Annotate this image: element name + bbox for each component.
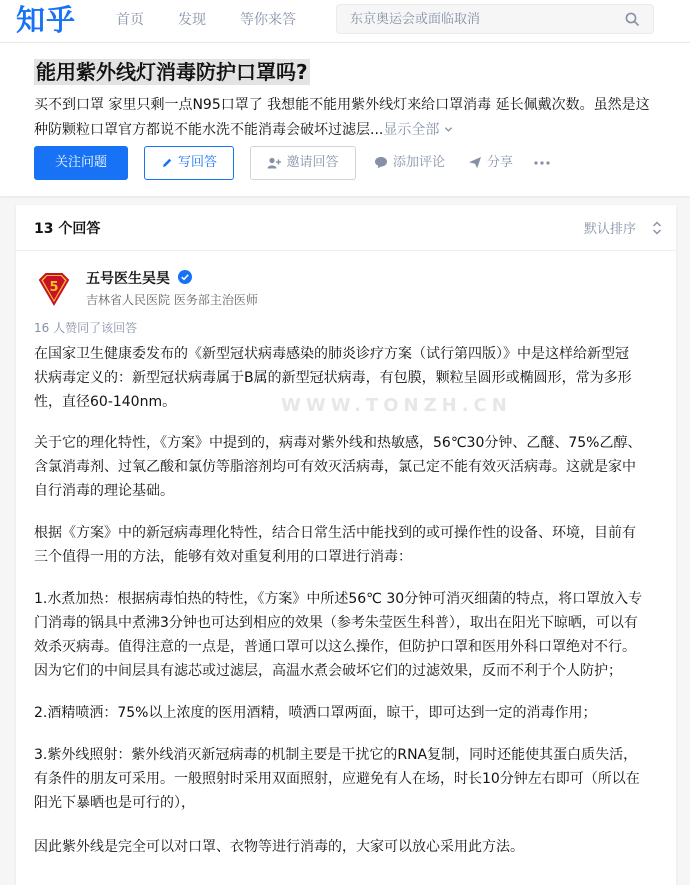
show-all-button[interactable] bbox=[383, 122, 452, 138]
invite-answer-label: 邀请回答 bbox=[286, 155, 339, 170]
svg-text:5: 5 bbox=[49, 280, 59, 295]
paragraph-line: 有条件的朋友可采用。一般照射时采用双面照射，应避免有人在场，时长10分钟左右即可（所以在 bbox=[34, 771, 640, 787]
paragraph-line: 3.紫外线照射：紫外线消灭新冠病毒的机制主要是干扰它的RNA复制，同时还能使其蛋白质失活， bbox=[34, 747, 638, 763]
paragraph-line: 根据《方案》中的新冠病毒理化特性，结合日常生活中能找到的或可操作性的设备、环境，目前有 bbox=[34, 525, 636, 541]
answer-paragraph-5 bbox=[34, 701, 662, 725]
description-line-1: 买不到口罩 家里只剩一点N95口罩了 我想能不能用紫外线灯来给口罩消毒 延长佩戴次数。虽然是这 bbox=[34, 97, 650, 113]
answers-card bbox=[16, 205, 676, 885]
nav-discover[interactable]: 发现 bbox=[178, 12, 206, 28]
nav-home[interactable]: 首页 bbox=[116, 12, 144, 28]
answer-paragraph-4 bbox=[34, 587, 662, 683]
write-answer-button[interactable] bbox=[144, 146, 234, 180]
paragraph-line: 门消毒的锅具中煮沸3分钟也可达到相应的效果（参考朱莹医生科普），取出在阳光下晾晒，可以有 bbox=[34, 615, 638, 631]
invite-answer-button[interactable] bbox=[250, 146, 356, 180]
top-bar bbox=[0, 0, 690, 43]
answer-paragraph-7 bbox=[34, 835, 662, 859]
share-label: 分享 bbox=[487, 155, 514, 170]
search-box bbox=[336, 4, 654, 34]
zhihu-logo[interactable]: 知乎 bbox=[16, 3, 77, 37]
description-line-2 bbox=[34, 118, 680, 143]
header-divider bbox=[16, 250, 676, 251]
show-all-label: 显示全部 bbox=[383, 122, 440, 138]
author-title: 吉林省人民医院 医务部主治医师 bbox=[86, 293, 258, 307]
paragraph-line: 2.酒精喷洒：75%以上浓度的医用酒精，喷洒口罩两面，晾干，即可达到一定的消毒作用； bbox=[34, 705, 597, 721]
paragraph-line: 性，直径60-140nm。 bbox=[34, 394, 177, 410]
vote-count: 16 人赞同了该回答 bbox=[34, 321, 138, 335]
nav-waiting[interactable]: 等你来答 bbox=[240, 12, 296, 28]
answer-paragraph-6 bbox=[34, 743, 662, 815]
question-description bbox=[34, 93, 680, 143]
search-icon[interactable] bbox=[625, 12, 639, 26]
question-title[interactable]: 能用紫外线灯消毒防护口罩吗? bbox=[36, 60, 308, 84]
comment-icon bbox=[374, 156, 388, 169]
paragraph-line: 因为它们的中间层具有滤芯或过滤层，高温水煮会破坏它们的过滤效果，反而不利于个人防护； bbox=[34, 663, 622, 679]
write-answer-label: 写回答 bbox=[177, 155, 217, 170]
answer-paragraph-3 bbox=[34, 521, 662, 569]
author-avatar[interactable] bbox=[36, 271, 72, 307]
add-comment-button[interactable] bbox=[374, 146, 445, 180]
chevron-down-icon bbox=[444, 125, 453, 134]
paragraph-line: 关于它的理化特性，《方案》中提到的，病毒对紫外线和热敏感，56℃30分钟、乙醚、75%乙醇、 bbox=[34, 435, 642, 451]
invite-user-icon bbox=[267, 157, 281, 169]
paragraph-line: 自行消毒的理论基础。 bbox=[34, 483, 174, 499]
author-name[interactable]: 五号医生吴昊 bbox=[86, 271, 170, 287]
paragraph-line: 在国家卫生健康委发布的《新型冠状病毒感染的肺炎诊疗方案（试行第四版）》中是这样给新型冠 bbox=[34, 346, 629, 362]
follow-question-button[interactable]: 关注问题 bbox=[34, 146, 128, 180]
watermark: WWW.TONZH.CN bbox=[281, 395, 512, 416]
paragraph-line: 状病毒定义的：新型冠状病毒属于B属的新型冠状病毒，有包膜，颗粒呈圆形或椭圆形，常为多形 bbox=[34, 370, 632, 386]
verified-badge-icon bbox=[178, 270, 192, 284]
paragraph-line: 效杀灭病毒。值得注意的一点是，普通口罩可以这么操作，但防护口罩和医用外科口罩绝对不行。 bbox=[34, 639, 636, 655]
sort-dropdown[interactable]: 默认排序 bbox=[584, 222, 637, 237]
description-text: 种防颗粒口罩官方都说不能水洗不能消毒会破坏过滤层... bbox=[34, 122, 384, 138]
share-button[interactable] bbox=[468, 146, 513, 180]
paragraph-line: 阳光下暴晒也是可行的）， bbox=[34, 795, 195, 811]
question-card bbox=[0, 43, 690, 196]
answer-paragraph-1 bbox=[34, 342, 662, 414]
pencil-icon bbox=[161, 157, 173, 169]
sort-toggle-icon[interactable] bbox=[652, 221, 662, 235]
share-icon bbox=[468, 156, 482, 169]
answer-paragraph-2 bbox=[34, 431, 662, 503]
paragraph-line: 1.水煮加热：根据病毒怕热的特性，《方案》中所述56℃ 30分钟可消灭细菌的特点，将口罩放入专 bbox=[34, 591, 643, 607]
more-dots-icon bbox=[534, 161, 550, 165]
search-input[interactable] bbox=[350, 5, 620, 33]
paragraph-line: 三个值得一用的方法，能够有效对重复利用的口罩进行消毒： bbox=[34, 549, 412, 565]
more-options-button[interactable] bbox=[534, 146, 550, 180]
paragraph-line: 含氯消毒剂、过氧乙酸和氯仿等脂溶剂均可有效灭活病毒，氯己定不能有效灭活病毒。这就是家中 bbox=[34, 459, 636, 475]
add-comment-label: 添加评论 bbox=[393, 155, 446, 170]
answer-count: 13 个回答 bbox=[34, 221, 101, 237]
paragraph-line: 因此紫外线是完全可以对口罩、衣物等进行消毒的，大家可以放心采用此方法。 bbox=[34, 839, 524, 855]
